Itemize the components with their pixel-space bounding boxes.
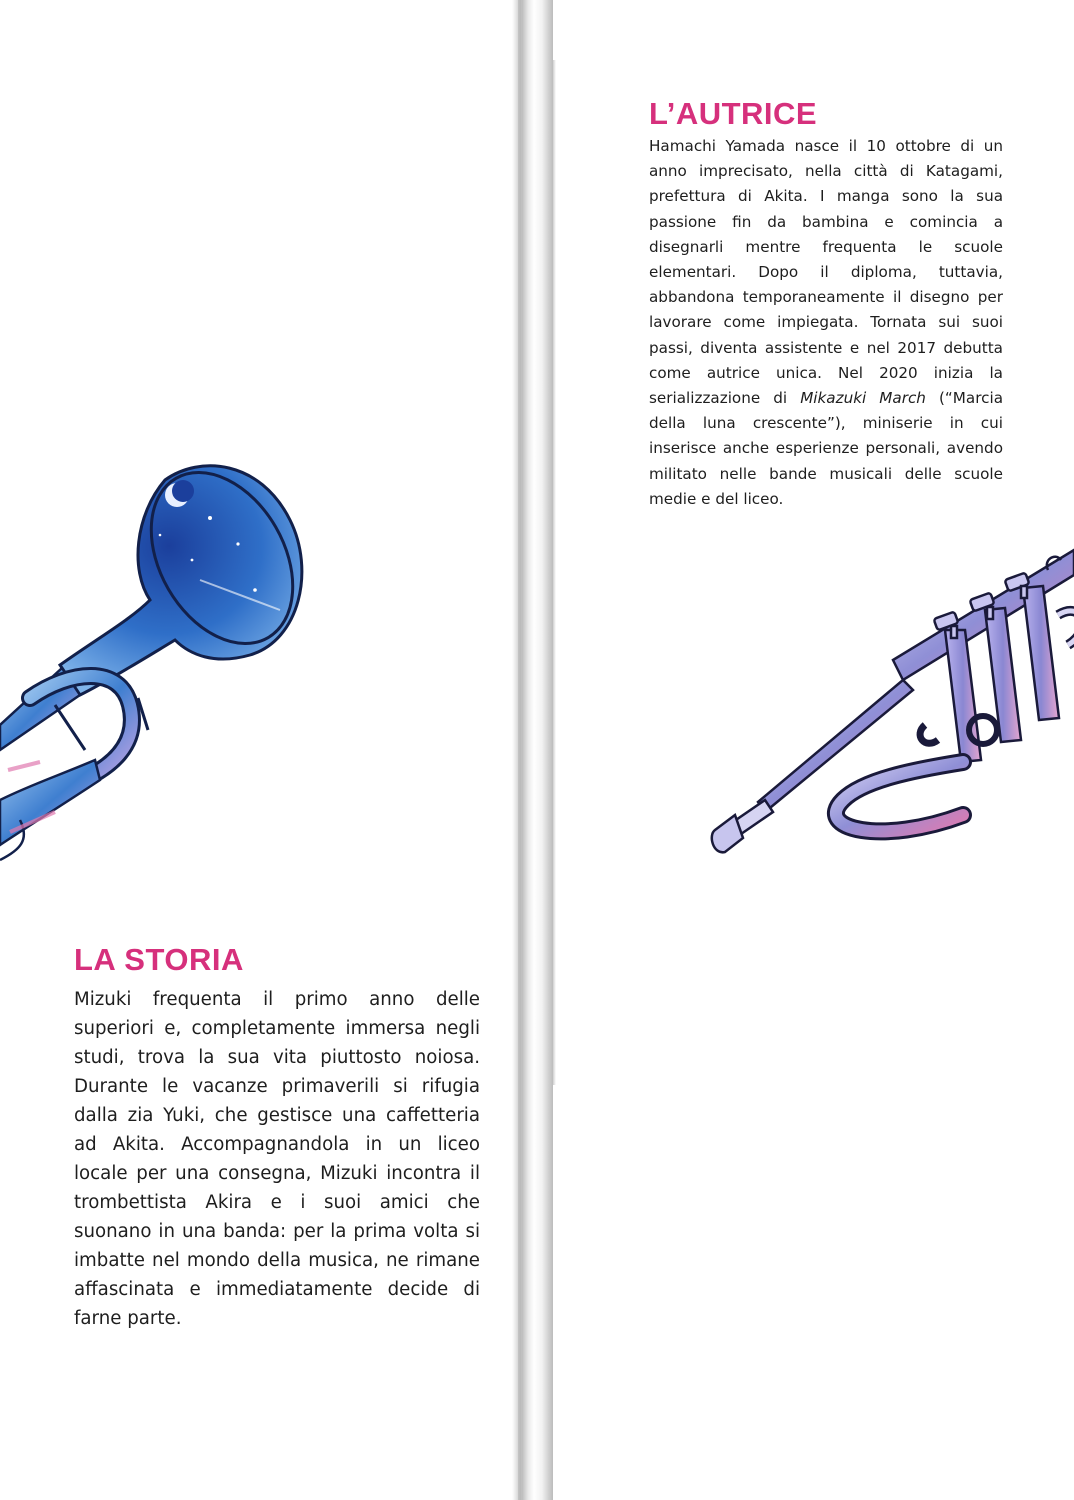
section-title-autrice: L’AUTRICE [649,96,818,131]
autrice-text-part2: (“Marcia della luna crescente”), miniserie in cui inserisce anche esperienze personali, avendo militato nelle bande musicali delle scuole medie e del liceo. [649,389,1004,508]
section-title-storia: LA STORIA [74,942,244,977]
left-page [0,0,512,1500]
manga-title: Mikazuki March [800,389,926,408]
page-edge-shadow [553,60,556,1085]
autrice-paragraph [649,134,1003,512]
right-page [553,0,1074,1500]
autrice-text-part1: Hamachi Yamada nasce il 10 ottobre di un anno imprecisato, nella città di Katagami, prefettura di Akita. I manga sono la sua passione fin da bambina e comincia a disegnarli mentre frequenta le scuole elementari. Dopo il diploma, tuttavia, abbandona temporaneamente il disegno per lavorare come impiegata. Tornata sui suoi passi, diventa assistente e nel 2017 debutta come autrice unica. Nel 2020 inizia la serializzazione di [649,137,1003,408]
lead-pipe-right [758,680,913,812]
trumpet-valves-illustration [663,530,1074,870]
gutter-fold-line [518,0,521,1500]
valve-casings [945,586,1059,762]
trumpet-bell-illustration [0,440,320,890]
storia-paragraph: Mizuki frequenta il primo anno delle superiori e, completamente immersa negli studi, trova la sua vita piuttosto noiosa. Durante le vacanze primaverili si rifugia dalla zia Yuki, che gestisce una caffetteria ad Akita. Accompagnandola in un liceo locale per una consegna, Mizuki incontra il trombettista Akira e i suoi amici che suonano in una banda: per la prima volta si imbatte nel mondo della musica, ne rimane affascinata e immediatamente decide di farne parte. [74,989,480,1329]
